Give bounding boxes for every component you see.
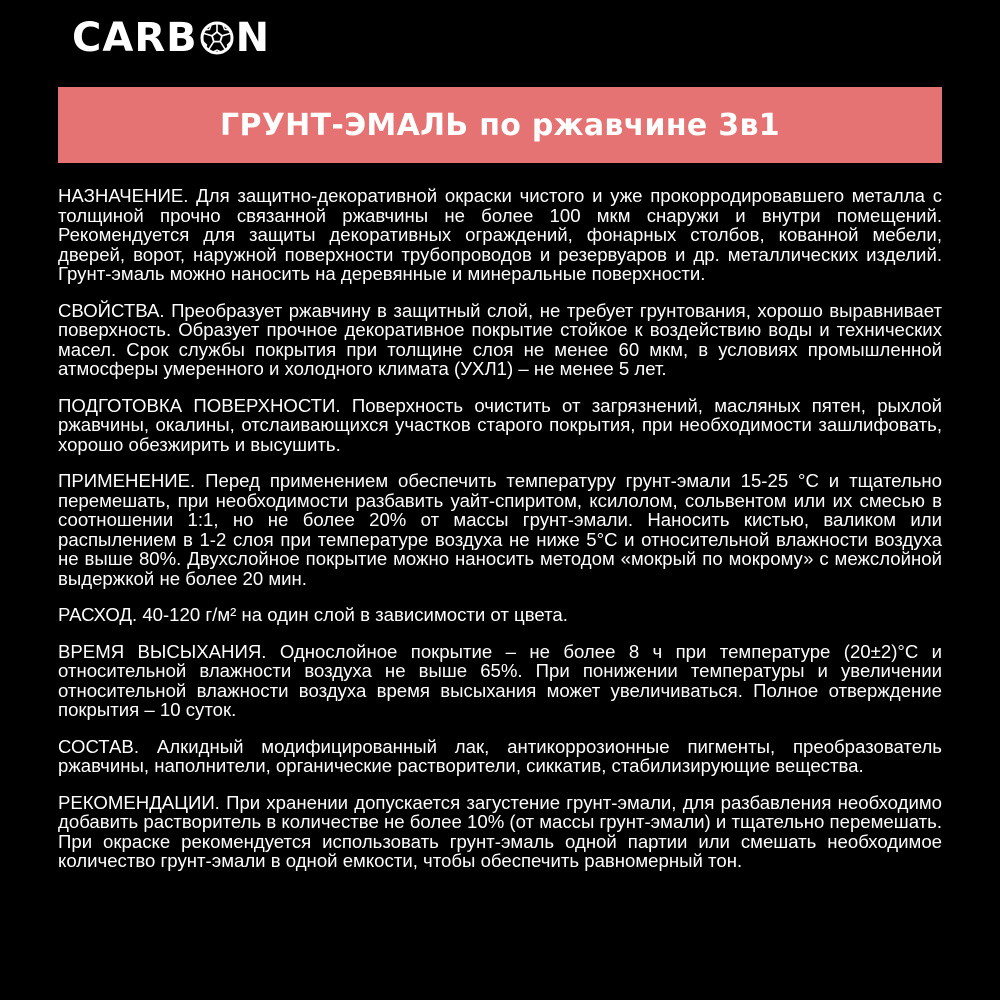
product-title: ГРУНТ-ЭМАЛЬ по ржавчине 3в1 <box>220 107 780 143</box>
section-drying-time <box>58 642 942 720</box>
section-heading: НАЗНАЧЕНИЕ. <box>58 185 189 206</box>
section-heading: СВОЙСТВА. <box>58 299 165 321</box>
product-description <box>58 186 942 888</box>
section-heading: СОСТАВ. <box>58 735 140 757</box>
section-application <box>58 471 942 588</box>
section-text: Преобразует ржавчину в защитный слой, не требует грунтования, хорошо выравнивает поверхность. Образует прочное декоративное покрытие стойкое к воздействию воды и технических масел. Срок службы покрытия при толщине слоя не менее 60 мкм, в условиях промышленной атмосферы умеренного и холодного климата (УХЛ1) – не менее 5 лет. <box>58 299 942 379</box>
section-consumption <box>58 605 942 625</box>
soccer-ball-icon <box>200 21 234 55</box>
section-text: Перед применением обеспечить температуру грунт-эмали 15-25 °С и тщательно перемешать, при необходимости разбавить уайт-спиритом, ксилолом, сольвентом или их смесью в соотношении 1:1, но не более 20% от массы грунт-эмали. Наносить кистью, валиком или распылением в 1-2 слоя при температуре воздуха не ниже 5°С и относительной влажности воздуха не выше 80%. Двухслойное покрытие можно наносить методом «мокрый по мокрому» с межслойной выдержкой не более 20 мин. <box>58 470 943 589</box>
section-heading: ВРЕМЯ ВЫСЫХАНИЯ. <box>58 640 267 662</box>
section-purpose <box>58 186 942 284</box>
logo-text-end: N <box>235 15 271 61</box>
logo-text-start: CARB <box>72 15 198 61</box>
section-heading: РАСХОД. <box>58 604 138 625</box>
section-text: Алкидный модифицированный лак, антикоррозионные пигменты, преобразователь ржавчины, наполнители, органические растворители, сиккатив, стабилизирующие вещества. <box>58 735 942 776</box>
brand-logo <box>72 16 270 60</box>
section-surface-preparation <box>58 396 942 455</box>
title-banner <box>58 87 942 163</box>
section-heading: ПРИМЕНЕНИЕ. <box>58 470 196 491</box>
section-properties <box>58 301 942 379</box>
section-heading: ПОДГОТОВКА ПОВЕРХНОСТИ. <box>58 394 341 416</box>
section-text: 40-120 г/м² на один слой в зависимости от цвета. <box>142 604 568 625</box>
section-text: Поверхность очистить от загрязнений, масляных пятен, рыхлой ржавчины, окалины, отслаивающихся участков старого покрытия, при необходимости зашлифовать, хорошо обезжирить и высушить. <box>58 394 942 455</box>
section-text: При хранении допускается загустение грунт-эмали, для разбавления необходимо добавить растворитель в количестве не более 10% (от массы грунт-эмали) и тщательно перемешать. При окраске рекомендуется использовать грунт-эмаль одной партии или смешать необходимое количество грунт-эмали в одной емкости, чтобы обеспечить равномерный тон. <box>58 791 942 871</box>
section-composition <box>58 737 942 776</box>
section-recommendations <box>58 793 942 871</box>
section-heading: РЕКОМЕНДАЦИИ. <box>58 791 220 813</box>
section-text: Однослойное покрытие – не более 8 ч при температуре (20±2)°С и относительной влажности воздуха не выше 65%. При понижении температуры и увеличении относительной влажности воздуха время высыхания может увеличиваться. Полное отверждение покрытия – 10 суток. <box>58 640 943 720</box>
section-text: Для защитно-декоративной окраски чистого и уже прокорродировавшего металла с толщиной прочно связанной ржавчины не более 100 мкм снаружи и внутри помещений. Рекомендуется для защиты декоративных ограждений, фонарных столбов, кованной мебели, дверей, ворот, наружной поверхности трубопроводов и резервуаров и др. металлических изделий. Грунт-эмаль можно наносить на деревянные и минеральные поверхности. <box>58 185 942 284</box>
